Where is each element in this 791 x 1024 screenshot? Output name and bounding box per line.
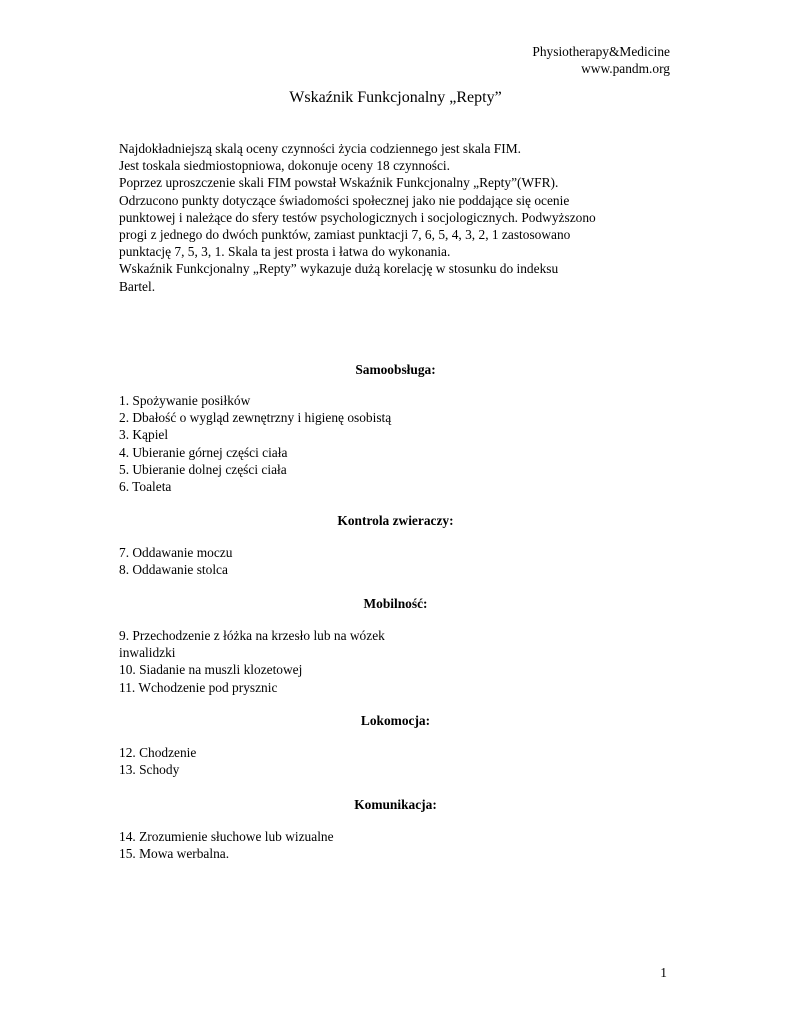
- section-heading-locomotion: Lokomocja:: [360, 713, 431, 728]
- list-item: 11. Wchodzenie pod prysznic: [119, 679, 278, 695]
- list-item: 13. Schody: [119, 762, 180, 778]
- list-item: 12. Chodzenie: [119, 745, 197, 760]
- section-list-self-care: [119, 392, 679, 495]
- intro-line: Odrzucono punkty dotyczące świadomości społecznej jako nie poddające się ocenie: [119, 192, 570, 208]
- section-heading-communication: Komunikacja:: [354, 797, 437, 812]
- intro-line: Bartel.: [119, 278, 156, 294]
- list-item: 15. Mowa werbalna.: [119, 846, 230, 862]
- document-title: Wskaźnik Funkcjonalny „Repty”: [289, 89, 502, 106]
- page-number: 1: [660, 965, 667, 980]
- list-item: 7. Oddawanie moczu: [119, 545, 233, 560]
- list-item: 4. Ubieranie górnej części ciała: [119, 444, 288, 460]
- list-item: 2. Dbałość o wygląd zewnętrzny i higienę osobistą: [119, 410, 392, 426]
- intro-paragraph: [119, 140, 679, 295]
- list-item: 5. Ubieranie dolnej części ciała: [119, 461, 287, 477]
- section-heading-sphincter-control: Kontrola zwieraczy:: [337, 513, 454, 528]
- list-item: 8. Oddawanie stolca: [119, 562, 228, 578]
- intro-line: Poprzez uproszczenie skali FIM powstał Wskaźnik Funkcjonalny „Repty”(WFR).: [119, 175, 559, 191]
- section-list-sphincter-control: [119, 544, 679, 578]
- intro-line: progi z jednego do dwóch punktów, zamiast punktacji 7, 6, 5, 4, 3, 2, 1 zastosowano: [119, 227, 571, 243]
- list-item: 14. Zrozumienie słuchowe lub wizualne: [119, 829, 334, 844]
- header-site-name: Physiotherapy&Medicine: [532, 44, 670, 59]
- section-list-communication: [119, 828, 679, 862]
- section-list-locomotion: [119, 744, 679, 778]
- list-item: 10. Siadanie na muszli klozetowej: [119, 662, 303, 678]
- list-item: inwalidzki: [119, 645, 176, 661]
- list-item: 9. Przechodzenie z łóżka na krzesło lub na wózek: [119, 628, 385, 643]
- list-item: 6. Toaleta: [119, 479, 172, 495]
- list-item: 3. Kąpiel: [119, 427, 169, 443]
- intro-line: Najdokładniejszą skalą oceny czynności życia codziennego jest skala FIM.: [119, 141, 521, 156]
- list-item: 1. Spożywanie posiłków: [119, 393, 251, 408]
- intro-line: Jest toskala siedmiostopniowa, dokonuje oceny 18 czynności.: [119, 158, 450, 174]
- intro-line: punktowej i należące do sfery testów psychologicznych i socjologicznych. Podwyższono: [119, 209, 596, 225]
- intro-line: Wskaźnik Funkcjonalny „Repty” wykazuje dużą korelację w stosunku do indeksu: [119, 261, 559, 277]
- intro-line: punktację 7, 5, 3, 1. Skala ta jest prosta i łatwa do wykonania.: [119, 244, 451, 260]
- section-heading-self-care: Samoobsługa:: [355, 362, 436, 377]
- header-url: www.pandm.org: [581, 61, 670, 76]
- section-list-mobility: [119, 627, 679, 696]
- page-header: [532, 43, 670, 77]
- section-heading-mobility: Mobilność:: [363, 596, 428, 611]
